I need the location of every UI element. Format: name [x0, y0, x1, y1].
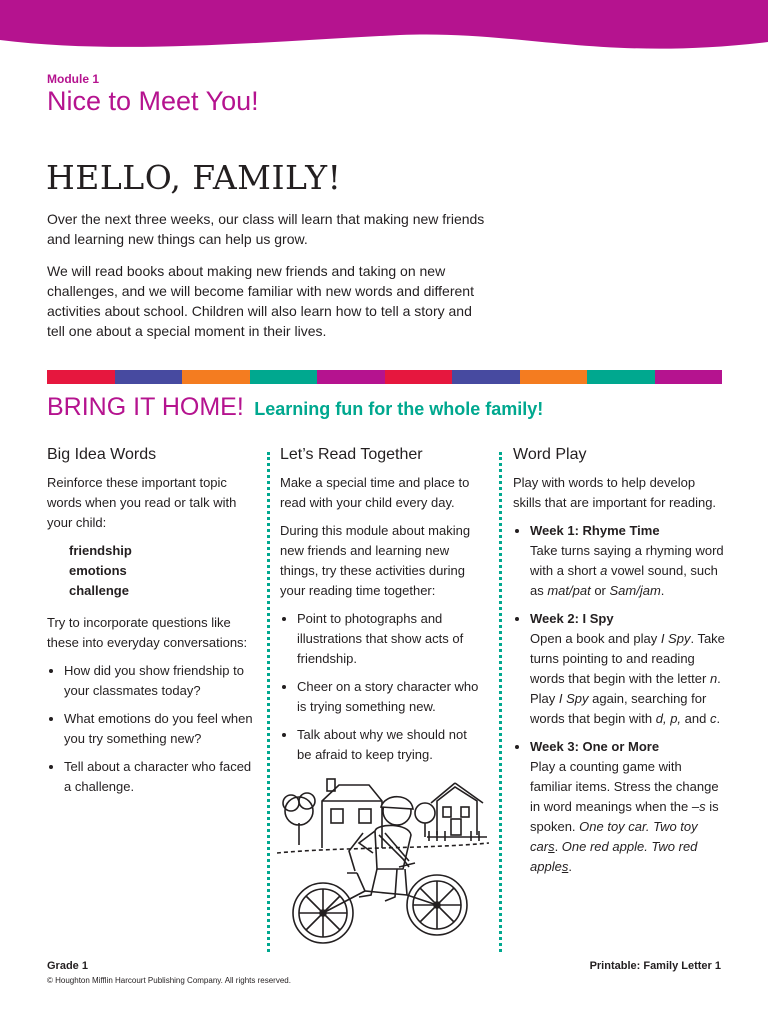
week-text-italic: One toy car. Two toy car — [530, 819, 698, 854]
topic-word: emotions — [69, 563, 127, 578]
big-idea-heading: Big Idea Words — [47, 446, 157, 463]
intro-text — [47, 209, 487, 353]
week-text: again, searching for words that begin with — [530, 691, 707, 726]
week-text: . — [716, 711, 721, 726]
week-text: vowel sound, such as — [530, 563, 718, 598]
column-divider — [499, 452, 502, 952]
color-stripe-divider — [47, 370, 722, 384]
footer-copyright: © Houghton Mifflin Harcourt Publishing Company. All rights reserved. — [47, 976, 291, 985]
stripe-segment — [520, 370, 588, 384]
week-text: . — [568, 859, 572, 874]
stripe-segment — [182, 370, 250, 384]
weekly-activity-list — [513, 521, 725, 877]
week-text-underlined: s — [548, 839, 555, 854]
module-label: Module 1 — [47, 72, 100, 86]
week-text-italic: n — [709, 671, 718, 686]
read-together-paragraph: Make a special time and place to read with your child every day. — [280, 475, 470, 510]
week-text: . — [554, 839, 562, 854]
activity-item: • Point to photographs and illustrations that show acts of friendship. — [297, 609, 480, 669]
week-text-italic: a — [600, 563, 608, 578]
week-activity-item — [530, 521, 725, 601]
page-title: HELLO, FAMILY! — [46, 158, 342, 197]
activity-item: • Cheer on a story character who is trying something new. — [297, 677, 480, 717]
stripe-segment — [655, 370, 723, 384]
week-text: Play a counting game with familiar items. Stress the change in word meanings when the — [530, 759, 719, 814]
stripe-segment — [115, 370, 183, 384]
questions-intro: Try to incorporate questions like these into everyday conversations: — [47, 615, 248, 650]
stripe-segment — [587, 370, 655, 384]
week-activity-item — [530, 609, 725, 729]
question-list — [47, 661, 257, 797]
module-title: Nice to Meet You! — [47, 86, 259, 116]
big-idea-intro: Reinforce these important topic words when you read or talk with your child: — [47, 475, 237, 530]
week-text: . Play — [530, 671, 721, 706]
week-text-italic: I Spy — [558, 691, 589, 706]
bring-it-home-heading — [47, 393, 543, 422]
stripe-segment — [385, 370, 453, 384]
activity-list — [280, 609, 480, 765]
week-title: Week 2: I Spy — [530, 611, 614, 626]
week-text: and — [681, 711, 710, 726]
stripe-segment — [250, 370, 318, 384]
intro-paragraph: Over the next three weeks, our class will learn that making new friends and learning new things can help us grow. — [47, 211, 485, 247]
week-text: is spoken. — [530, 799, 719, 834]
stripe-segment — [317, 370, 385, 384]
week-text-italic: Sam/jam — [609, 583, 661, 598]
week-text: . — [660, 583, 665, 598]
week-title: Week 3: One or More — [530, 739, 660, 754]
word-play-intro: Play with words to help develop skills that are important for reading. — [513, 475, 717, 510]
week-text-italic: One red apple. Two red apple — [530, 839, 698, 874]
intro-paragraph: We will read books about making new friends and taking on new challenges, and we will become familiar with new words and different activities about school. Children will also learn how to tell a story and tell one about a special moment in their lives. — [47, 263, 474, 339]
topic-word-list — [69, 541, 257, 601]
read-together-paragraph: During this module about making new friends and learning new things, try these activities during your reading time together: — [280, 523, 471, 598]
topic-word: friendship — [69, 543, 132, 558]
week-text: Take turns saying a rhyming word with a short — [530, 543, 724, 578]
header-wave-banner — [0, 0, 768, 60]
child-on-bicycle-illustration — [277, 773, 489, 949]
week-text-italic: –s — [691, 799, 706, 814]
question-item: • How did you show friendship to your classmates today? — [64, 661, 257, 701]
question-item: • What emotions do you feel when you try something new? — [64, 709, 257, 749]
week-text: or — [590, 583, 610, 598]
word-play-heading: Word Play — [513, 446, 587, 463]
week-text-italic: c — [709, 711, 717, 726]
stripe-segment — [452, 370, 520, 384]
footer-printable-label: Printable: Family Letter 1 — [589, 960, 721, 972]
week-text-underlined: s — [561, 859, 569, 874]
week-title: Week 1: Rhyme Time — [530, 523, 660, 538]
week-text-italic: d, p, — [655, 711, 682, 726]
activity-item: • Talk about why we should not be afraid to keep trying. — [297, 725, 480, 765]
word-play-column — [513, 445, 725, 885]
week-text-italic: mat/pat — [547, 583, 591, 598]
read-together-heading: Let’s Read Together — [280, 446, 423, 463]
question-item: • Tell about a character who faced a challenge. — [64, 757, 257, 797]
column-divider — [267, 452, 270, 952]
week-text-italic: I Spy — [660, 631, 691, 646]
footer-grade: Grade 1 — [47, 960, 88, 972]
big-idea-words-column — [47, 445, 257, 805]
read-together-column — [280, 445, 480, 773]
week-text: Open a book and play — [530, 631, 661, 646]
bring-it-home-subtitle: Learning fun for the whole family! — [254, 399, 544, 419]
week-activity-item — [530, 737, 725, 877]
topic-word: challenge — [69, 583, 129, 598]
bring-it-home-title: BRING IT HOME! — [47, 393, 244, 421]
week-text: . Take turns pointing to and reading words that begin with the letter — [530, 631, 725, 686]
stripe-segment — [47, 370, 115, 384]
